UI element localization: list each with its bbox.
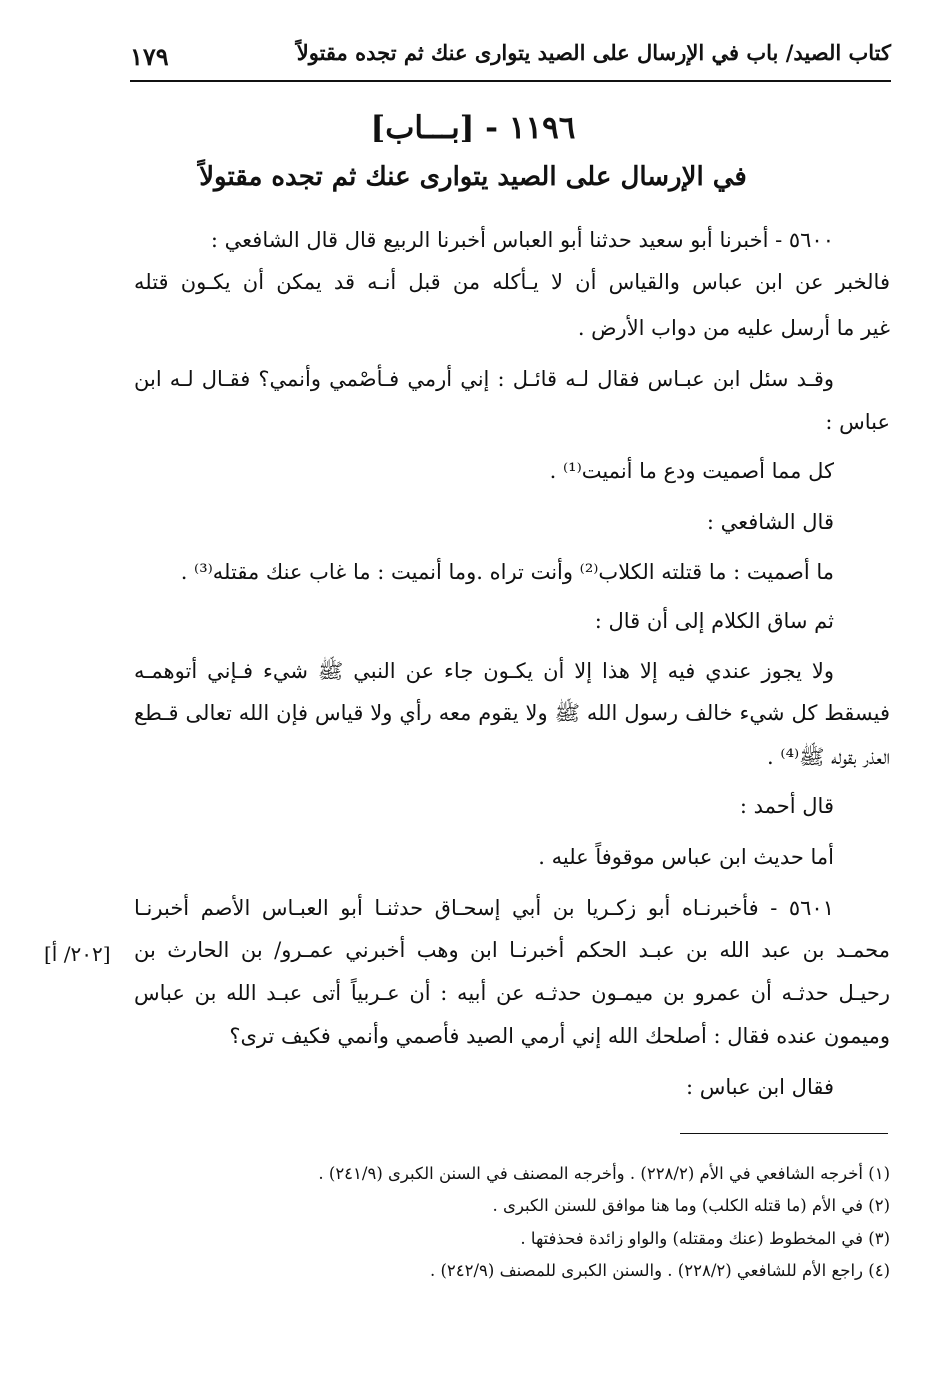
chapter-subtitle: في الإرسال على الصيد يتوارى عنك ثم تجده مقتولاً	[199, 162, 747, 192]
text-line: فقال ابن عباس :	[686, 1075, 834, 1099]
text-line: وقـد سئل ابن عبـاس فقال لـه قائـل : إني أرمي فـأصْمي وأنمي؟ فقـال لـه ابن	[134, 367, 834, 391]
text-line: قال أحمد :	[739, 794, 834, 818]
text-line: ولا يجوز عندي فيه إلا هذا إلا أن يكـون جاء عن النبي ﷺ شيء فـإني أتوهمـه	[134, 659, 834, 683]
hadith-5601-isnad: ٥٦٠١ - فأخبرنـاه أبو زكـريا بن أبي إسحـاق حدثنـا أبو العبـاس الأصم أخبرنـا	[134, 896, 834, 920]
text-line: كل مما أصميت ودع ما أنميت⁽¹⁾ .	[549, 459, 834, 483]
text-line: عباس :	[825, 410, 890, 434]
text-line: غير ما أرسل عليه من دواب الأرض .	[577, 316, 890, 340]
footnote-3: (٣) في المخطوط (عنك ومقتله) والواو زائدة فحذفتها .	[520, 1229, 890, 1248]
hadith-5600-isnad: ٥٦٠٠ - أخبرنا أبو سعيد حدثنا أبو العباس أخبرنا الربيع قال قال الشافعي :	[210, 228, 834, 252]
text-line: ثم ساق الكلام إلى أن قال :	[594, 609, 834, 633]
text-line: محمـد بن عبد الله بن عبـد الحكم أخبرنـا ابن وهب أخبرني عمـرو/ بن الحارث بن	[134, 938, 890, 962]
text-line: ما أصميت : ما قتلته الكلاب⁽²⁾ وأنت تراه .وما أنميت : ما غاب عنك مقتله⁽³⁾ .	[180, 560, 834, 584]
text-line: رحيـل حدثـه أن عمرو بن ميمـون حدثـه عن أبيه : أن عـربياً أتى عبـد الله بن عباس	[134, 981, 890, 1005]
running-header	[130, 38, 891, 82]
text-line: أما حديث ابن عباس موقوفاً عليه .	[538, 845, 834, 869]
text-line: فيسقط كل شيء خالف رسول الله ﷺ ولا يقوم معه رأي ولا قياس فإن الله تعالى قـطع	[134, 701, 890, 725]
footnote-divider	[680, 1133, 888, 1134]
page-number: ١٧٩	[130, 42, 169, 71]
manuscript-folio-reference: [٢٠٢/ أ]	[44, 942, 111, 966]
running-title: كتاب الصيد/ باب في الإرسال على الصيد يتوارى عنك ثم تجده مقتولاً	[296, 40, 891, 65]
footnote-1: (١) أخرجه الشافعي في الأم (٢٢٨/٢) . وأخرجه المصنف في السنن الكبرى (٢٤١/٩) .	[318, 1164, 890, 1183]
chapter-heading: ١١٩٦ - [بـــاب]	[370, 110, 576, 146]
footnote-2: (٢) في الأم (ما قتله الكلب) وما هنا موافق للسنن الكبرى .	[492, 1196, 890, 1215]
text-line: فالخبر عن ابن عباس والقياس أن لا يـأكله من قبل أنـه قد يمكن أن يكـون قتله	[134, 270, 890, 294]
text-line: العذر بقوله ﷺ⁽⁴⁾ .	[767, 745, 890, 769]
footnote-4: (٤) راجع الأم للشافعي (٢٢٨/٢) . والسنن الكبرى للمصنف (٢٤٢/٩) .	[429, 1261, 890, 1280]
text-line: وميمون عنده فقال : أصلحك الله إني أرمي الصيد فأصمي وأنمي فكيف ترى؟	[229, 1024, 890, 1048]
text-line: قال الشافعي :	[706, 510, 834, 534]
